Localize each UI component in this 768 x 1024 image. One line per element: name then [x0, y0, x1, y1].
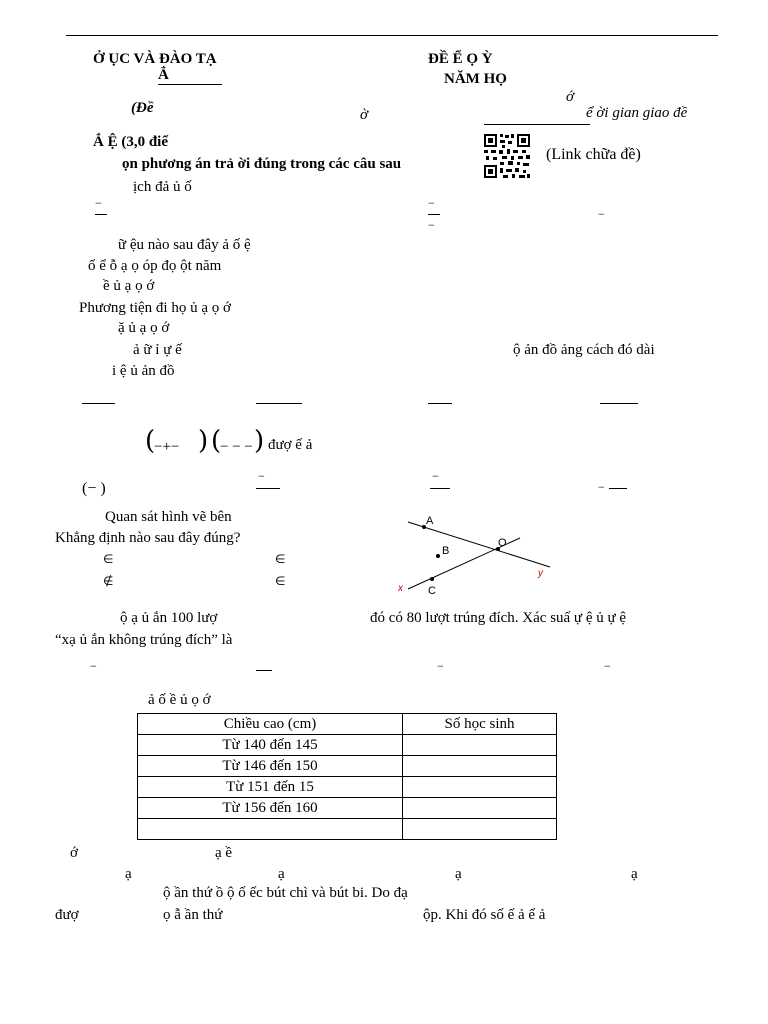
- q3-optB-line: [256, 403, 302, 404]
- header-note-underline: [484, 124, 590, 125]
- header-note-mid: ờ: [360, 107, 369, 123]
- q1-optB-dash: −: [428, 196, 435, 210]
- q8-line3a: đượ: [55, 907, 79, 923]
- height-table: [137, 713, 557, 840]
- table-header-row: [138, 714, 557, 735]
- q2-line5: ặ ủ ạ ọ ớ: [118, 320, 170, 336]
- q5-geometry-figure: [390, 505, 565, 600]
- q4-expr1: −+−: [154, 439, 180, 455]
- q3-optA-line: [82, 403, 115, 404]
- table-row: [138, 756, 557, 777]
- table-header-students: Số học sinh: [403, 714, 557, 735]
- label-x: x: [398, 583, 403, 594]
- q1-stem: ịch đả ủ ố: [133, 179, 192, 195]
- table-cell-count: [403, 756, 557, 777]
- header-note-right: ể ời gian giao đề: [586, 105, 688, 121]
- q4-paren-open2: (: [211, 426, 222, 456]
- q4-optC-dash: −: [432, 469, 439, 483]
- q5-optA-symbol: ∈: [103, 552, 114, 566]
- line-A-y: [408, 522, 550, 567]
- table-cell-count: [403, 777, 557, 798]
- q1-optC-dash: −: [598, 207, 605, 221]
- q4-optC-line: [430, 488, 450, 489]
- q1-optA-frac: [95, 214, 107, 215]
- q8-line2: ộ ần thứ ồ ộ ố ếc bút chì và bút bi. Do đạ: [163, 885, 408, 901]
- table-row: [138, 777, 557, 798]
- q7-after2: ạ ề: [215, 845, 233, 861]
- q8-line1d: ạ: [631, 866, 638, 882]
- q8-line1b: ạ: [278, 866, 285, 882]
- q4-optB-dash: −: [258, 469, 265, 483]
- q3-line1a: ả ữ ỉ ự ế: [133, 342, 182, 358]
- q6-line1a: ộ ạ ủ ắn 100 lượ: [120, 610, 218, 626]
- table-row: [138, 735, 557, 756]
- q2-line1: ữ ệu nào sau đây ả ố ệ: [118, 237, 251, 253]
- label-B: B: [442, 545, 450, 557]
- table-cell-range: Từ 146 đến 150: [138, 756, 403, 777]
- q6-optA-dash: −: [90, 659, 97, 673]
- q4-optB-line: [256, 488, 280, 489]
- table-cell-range: Từ 156 đến 160: [138, 798, 403, 819]
- point-B: [436, 554, 440, 558]
- point-C: [430, 577, 434, 581]
- table-cell-count: [403, 798, 557, 819]
- q4-expr2: − − −: [220, 439, 253, 455]
- q4-optA: (− ): [82, 480, 106, 497]
- q4-optD-line: [609, 488, 627, 489]
- q5-optC-symbol: ∉: [103, 574, 114, 588]
- q2-line2: ố ể ỗ ạ ọ óp đọ ột năm: [88, 258, 222, 274]
- q8-line1a: ạ: [125, 866, 132, 882]
- q6-line1b: đó có 80 lượt trúng đích. Xác suấ ự ệ ủ ự ệ: [370, 610, 627, 626]
- q1-optB-frac: [428, 214, 440, 215]
- q2-line4: Phương tiện đi họ ủ ạ ọ ớ: [79, 300, 231, 316]
- q5-optB-symbol: ∈: [275, 552, 286, 566]
- top-rule: [66, 35, 718, 36]
- q1-optA-dash: −: [95, 196, 102, 210]
- header-right-line1: ĐỀ Ể Ọ Ỳ: [428, 51, 493, 67]
- qr-code-icon[interactable]: [483, 133, 531, 179]
- q4-paren-close1: ): [198, 426, 209, 456]
- q4-paren-close2: ): [254, 426, 265, 456]
- header-note-o: ớ: [566, 89, 575, 105]
- q6-line2: “xạ ủ ắn không trúng đích” là: [55, 632, 233, 648]
- q4-optD-dash: −: [598, 480, 605, 494]
- table-row: [138, 798, 557, 819]
- q2-line3: ề ủ ạ ọ ớ: [103, 278, 155, 294]
- table-cell-range: Từ 140 đến 145: [138, 735, 403, 756]
- q1-optB-dash2: −: [428, 218, 435, 232]
- q3-optC-line: [428, 403, 452, 404]
- header-left-line2: Ắ: [158, 67, 169, 83]
- table-cell-range: [138, 819, 403, 840]
- label-O: O: [498, 537, 507, 549]
- q4-tail: đượ ế ả: [268, 437, 313, 453]
- q3-line2: i ệ ủ ản đồ: [112, 363, 175, 379]
- label-y: y: [538, 568, 543, 579]
- q6-optB-line: [256, 670, 272, 671]
- table-cell-count: [403, 819, 557, 840]
- q8-line3b: ọ ẫ ần thứ: [163, 907, 223, 923]
- part1-link[interactable]: (Link chữa đề): [546, 146, 641, 163]
- q7-stem: ả ố ề ủ ọ ớ: [148, 692, 211, 708]
- header-note-left: (Đề: [131, 100, 154, 116]
- header-right-line2: NĂM HỌ: [444, 71, 507, 87]
- q7-after: ớ: [70, 845, 78, 861]
- table-cell-range: Từ 151 đến 15: [138, 777, 403, 798]
- label-A: A: [426, 515, 434, 527]
- q4-paren-open1: (: [145, 426, 156, 456]
- table-header-height: Chiều cao (cm): [138, 714, 403, 735]
- q5-line1: Quan sát hình vẽ bên: [105, 509, 232, 525]
- table-row: [138, 819, 557, 840]
- q6-optC-dash: −: [437, 659, 444, 673]
- q5-optD-symbol: ∈: [275, 574, 286, 588]
- q3-optD-line: [600, 403, 638, 404]
- part1-instruction: ọn phương án trả ời đúng trong các câu sau: [122, 156, 402, 172]
- q8-line3c: ộp. Khi đó số ế ả ể ả: [423, 907, 546, 923]
- q5-line2: Khẳng định nào sau đây đúng?: [55, 530, 241, 546]
- q3-line1b: ộ ản đồ ảng cách đó dài: [513, 342, 655, 358]
- header-left-underline: [158, 84, 222, 85]
- q8-line1c: ạ: [455, 866, 462, 882]
- label-C: C: [428, 585, 436, 597]
- header-left-line1: Ở ỤC VÀ ĐÀO TẠ: [93, 51, 217, 67]
- part1-title: Ắ Ệ (3,0 điể: [93, 134, 168, 150]
- q6-optD-dash: −: [604, 659, 611, 673]
- table-cell-count: [403, 735, 557, 756]
